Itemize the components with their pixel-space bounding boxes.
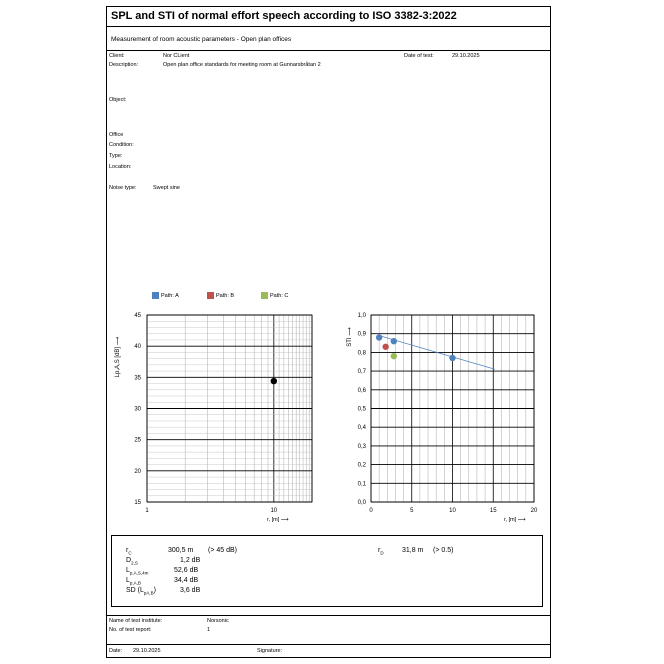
date-of-test-label: Date of test: (404, 53, 434, 59)
type-label: Type: (109, 153, 123, 159)
y-axis-label: Lp,A,S [dB] ⟶ (115, 336, 121, 378)
y-tick-label: 0,4 (357, 425, 366, 432)
rd-note: (> 0.5) (433, 547, 454, 554)
x-tick-label: 5 (410, 508, 414, 514)
rd-value: 31,8 m (402, 547, 424, 554)
lpab-value: 34,4 dB (174, 577, 199, 584)
y-tick-label: 0,3 (357, 443, 366, 450)
y-tick-label: 0,1 (357, 481, 366, 488)
office-label: Office (109, 132, 124, 138)
y-tick-label: 0,9 (357, 331, 366, 338)
x-axis-label: r, [m] ⟶ (504, 517, 526, 523)
x-axis-label: r, [m] ⟶ (267, 517, 289, 523)
object-label: Object: (109, 97, 127, 103)
legend-label-path-c: Path: C (270, 293, 289, 299)
y-tick-label: 0,6 (357, 387, 366, 394)
footer-date-label: Date: (109, 648, 123, 654)
y-tick-label: 1,0 (357, 313, 366, 319)
y-tick-label: 30 (134, 406, 141, 413)
noise-type-label: Noise type: (109, 185, 137, 191)
sti-chart (337, 305, 551, 530)
x-tick-label: 0 (369, 508, 373, 514)
legend-label-path-a: Path: A (161, 293, 179, 299)
data-point (391, 353, 397, 359)
x-tick-label: 15 (489, 508, 497, 514)
y-tick-label: 20 (134, 468, 141, 475)
client-value: Nor CLient (163, 53, 190, 59)
footer-date-value: 29.10.2025 (133, 648, 161, 654)
institute-value: Norsonic (207, 618, 229, 624)
signature-label: Signature: (257, 648, 283, 654)
y-tick-label: 25 (134, 437, 141, 444)
lpas4m-label: $L_{p,A,S,4m}$ (126, 567, 149, 576)
y-tick-label: 40 (134, 344, 141, 351)
institute-label: Name of test institute: (109, 618, 163, 624)
y-tick-label: 45 (134, 313, 141, 319)
rc-label: $r_C$ (126, 547, 132, 556)
rc-value: 300,5 m (168, 547, 194, 554)
spl-chart (107, 305, 327, 530)
divider (107, 50, 550, 51)
rd-label: $r_D$ (378, 547, 384, 556)
data-point (382, 344, 388, 350)
y-axis-label: STI ⟶ (347, 327, 353, 347)
report-page (106, 6, 551, 658)
y-tick-label: 35 (134, 375, 141, 382)
y-tick-label: 0,5 (357, 406, 366, 413)
sd-label: SD $(L_{pA,B})$ (126, 587, 157, 596)
y-tick-label: 0,7 (357, 369, 366, 376)
rc-note: (> 45 dB) (208, 547, 237, 554)
data-point (449, 355, 455, 361)
description-label: Description: (109, 62, 139, 68)
noise-type-value: Swept sine (153, 185, 180, 191)
report-number-value: 1 (207, 627, 211, 633)
y-tick-label: 15 (134, 500, 141, 506)
x-tick-label: 20 (530, 508, 538, 514)
divider (107, 615, 550, 616)
report-subtitle: Measurement of room acoustic parameters - Open plan offices (111, 36, 292, 43)
y-tick-label: 0,0 (357, 500, 366, 506)
report-number-label: No. of test report: (109, 627, 152, 633)
condition-label: Condition: (109, 142, 134, 148)
client-label: Client: (109, 53, 125, 59)
x-tick-label: 10 (449, 508, 456, 514)
d2s-value: 1,2 dB (180, 557, 201, 564)
divider (107, 26, 550, 27)
legend-swatch-path-c (261, 292, 268, 299)
d2s-label: $D_{2,S}$ (126, 557, 138, 566)
description-value: Open plan office standards for meeting room at Gunnarsbråtan 2 (163, 62, 321, 68)
divider (107, 644, 550, 645)
sd-value: 3,6 dB (180, 587, 201, 594)
y-tick-label: 0,2 (357, 462, 366, 469)
legend-swatch-path-b (207, 292, 214, 299)
report-title: SPL and STI of normal effort speech according to ISO 3382-3:2022 (111, 10, 457, 22)
results-box (111, 535, 543, 607)
date-of-test-value: 29.10.2025 (452, 53, 480, 59)
x-tick-label: 1 (145, 508, 149, 514)
data-point (391, 338, 397, 344)
legend-swatch-path-a (152, 292, 159, 299)
data-point (271, 378, 277, 384)
lpas4m-value: 52,6 dB (174, 567, 199, 574)
data-point (376, 334, 382, 340)
y-tick-label: 0,8 (357, 350, 366, 357)
location-label: Location: (109, 164, 132, 170)
legend-label-path-b: Path: B (216, 293, 235, 299)
x-tick-label: 10 (270, 508, 278, 514)
lpab-label: $L_{p,A,B}$ (126, 577, 141, 586)
